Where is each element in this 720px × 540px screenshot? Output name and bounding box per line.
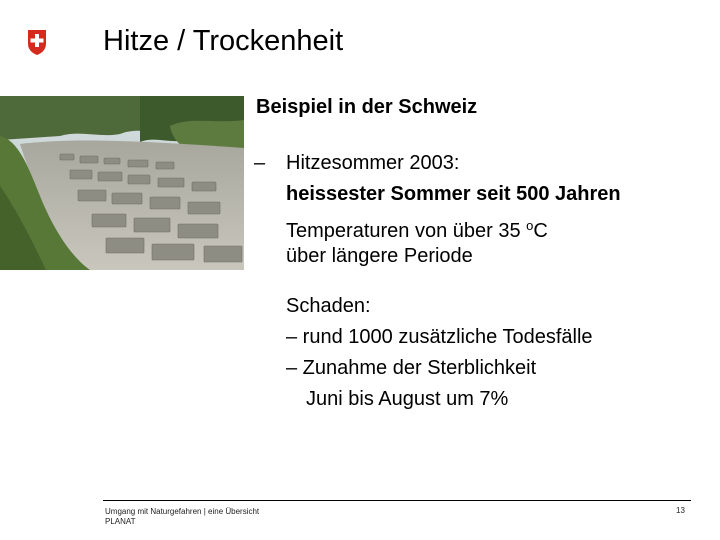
period-line: über längere Periode [286,245,473,267]
hottest-summer-line: heissester Sommer seit 500 Jahren [286,183,621,205]
footer-divider [103,500,691,501]
footer-organization: PLANAT [105,517,136,526]
footer-text [105,507,259,527]
mortality-line: – Zunahme der Sterblichkeit [286,357,537,379]
heat-summer-line: Hitzesommer 2003: [286,152,460,174]
degree-superscript: o [526,218,534,233]
page-number: 13 [676,506,685,515]
footer-title: Umgang mit Naturgefahren | eine Übersicht [105,507,260,516]
mortality-period-line: Juni bis August um 7% [306,388,509,410]
deaths-line: – rund 1000 zusätzliche Todesfälle [286,326,593,348]
slide-subtitle: Beispiel in der Schweiz [256,96,478,118]
temperature-text: Temperaturen von über 35 [286,220,527,242]
damage-heading: Schaden: [286,295,371,317]
swiss-cross-shield-icon [27,29,47,56]
page-title: Hitze / Trockenheit [103,25,344,57]
temperature-unit: C [533,220,548,242]
dry-riverbed-photo [0,96,244,270]
bullet-dash: – [254,152,266,174]
